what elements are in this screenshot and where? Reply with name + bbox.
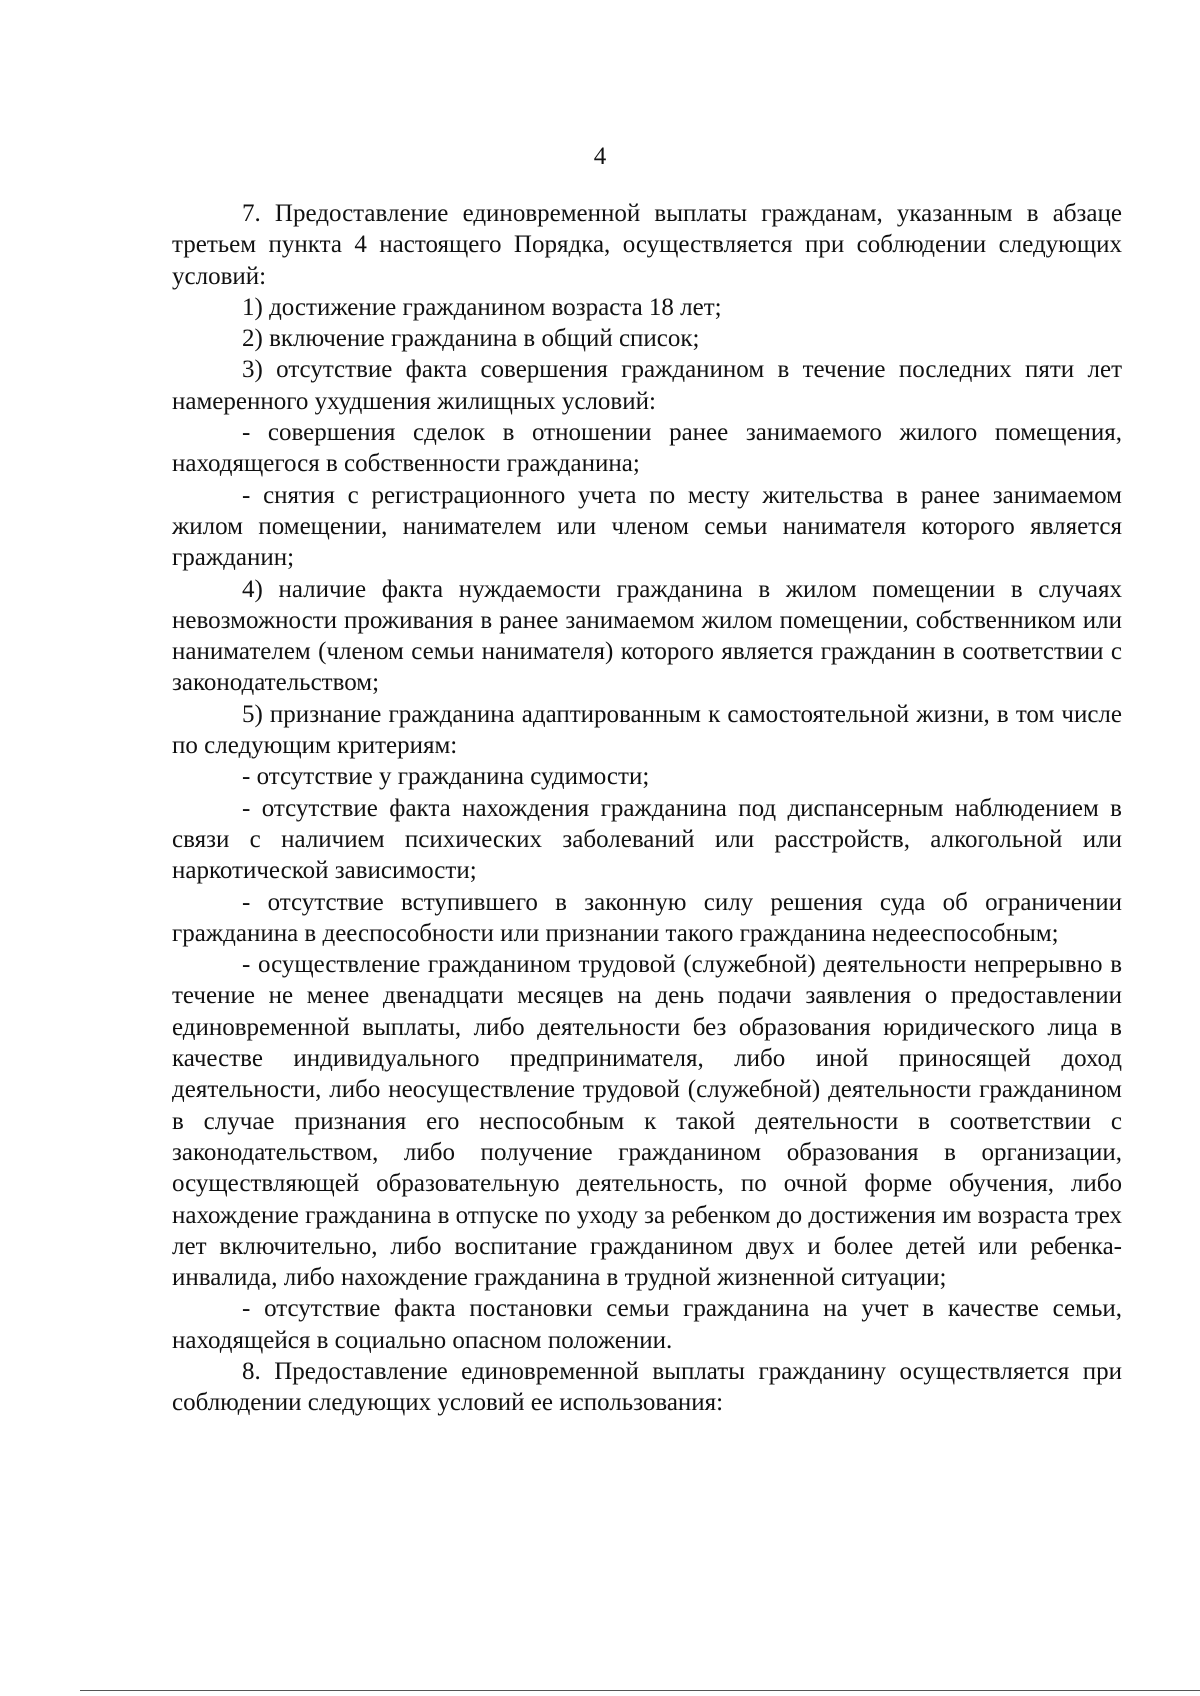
- condition-3-item-deregistration: - снятия с регистрационного учета по месту жительства в ранее занимаемом жилом помещении, нанимателем или членом семьи нанимателя которого является гражданин;: [172, 481, 1122, 572]
- bottom-scan-edge: [80, 1690, 1200, 1691]
- criterion-no-criminal-record: - отсутствие у гражданина судимости;: [242, 763, 650, 791]
- paragraph-7-intro: 7. Предоставление единовременной выплаты гражданам, указанным в абзаце третьем пункта 4 настоящего Порядка, осуществляется при соблюдении следующих условий:: [172, 200, 1122, 290]
- criterion-no-dispensary-observation: - отсутствие факта нахождения гражданина под диспансерным наблюдением в связи с наличием психических заболеваний или расстройств, алкогольной или наркотической зависимости;: [172, 794, 1122, 885]
- condition-5: 5) признание гражданина адаптированным к самостоятельной жизни, в том числе по следующим критериям:: [172, 700, 1122, 760]
- condition-2: 2) включение гражданина в общий список;: [242, 325, 700, 353]
- criterion-no-social-danger-registration: - отсутствие факта постановки семьи гражданина на учет в качестве семьи, находящейся в социально опасном положении.: [172, 1295, 1122, 1354]
- criterion-no-incapacity-ruling: - отсутствие вступившего в законную силу решения суда об ограничении гражданина в дееспособности или признании такого гражданина недееспособным;: [172, 888, 1122, 947]
- criterion-employment-or-education: - осуществление гражданином трудовой (служебной) деятельности непрерывно в течение не менее двенадцати месяцев на день подачи заявления о предоставлении единовременной выплаты, либо деятельности без образования юридического лица в качестве индивидуального предпринимателя, либо иной приносящей доход деятельности, либо неосуществление трудовой (служебной) деятельности гражданином в случае признания его неспособным к такой деятельности в соответствии с законодательством, либо получение гражданином образования в организации, осуществляющей образовательную деятельность, по очной форме обучения, либо нахождение гражданина в отпуске по уходу за ребенком до достижения им возраста трех лет включительно, либо воспитание гражданином двух и более детей или ребенка-инвалида, либо нахождение гражданина в трудной жизненной ситуации;: [172, 951, 1122, 1292]
- paragraph-8-intro: 8. Предоставление единовременной выплаты гражданину осуществляется при соблюдении следующих условий ее использования:: [172, 1357, 1122, 1417]
- condition-3-item-transactions: - совершения сделок в отношении ранее занимаемого жилого помещения, находящегося в собственности гражданина;: [172, 419, 1122, 478]
- document-body: [172, 198, 1122, 1419]
- page-number: 4: [593, 143, 607, 170]
- condition-1: 1) достижение гражданином возраста 18 лет;: [242, 293, 722, 321]
- condition-3: 3) отсутствие факта совершения гражданином в течение последних пяти лет намеренного ухудшения жилищных условий:: [172, 356, 1122, 415]
- condition-4: 4) наличие факта нуждаемости гражданина в жилом помещении в случаях невозможности проживания в ранее занимаемом жилом помещении, собственником или нанимателем (членом семьи нанимателя) которого является гражданин в соответствии с законодательством;: [172, 575, 1122, 697]
